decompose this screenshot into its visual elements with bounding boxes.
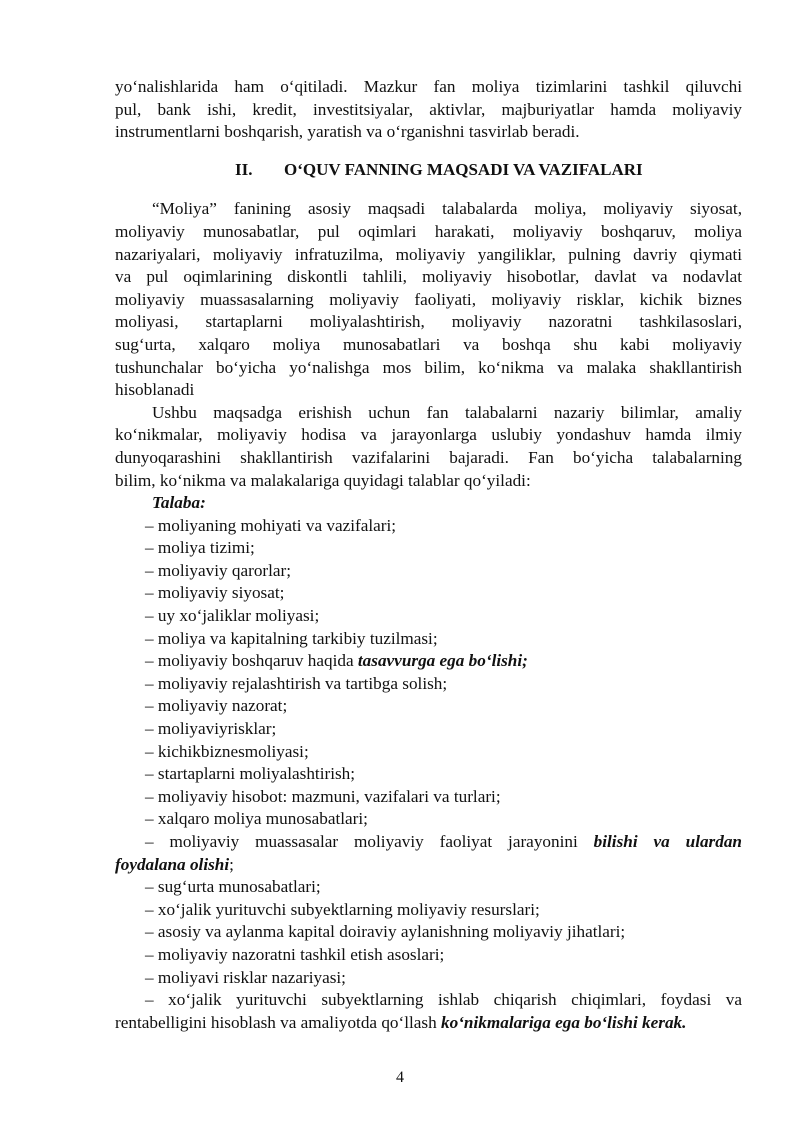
list-item-text: ; <box>229 854 234 874</box>
list-item-line <box>115 831 742 854</box>
section-title: O‘QUV FANNING MAQSADI VA VAZIFALARI <box>284 159 643 179</box>
document-page <box>115 76 742 1034</box>
text-line: moliyaviy muassasalarning moliyaviy faoliyati, moliyaviy risklar, kichik biznes <box>115 289 742 309</box>
text-line: ko‘nikmalar, moliyaviy hodisa va jarayonlarga uslubiy yondashuv hamda ilmiy <box>115 425 742 445</box>
list-item: – moliya tizimi; <box>145 538 255 558</box>
text-line: hisoblanadi <box>115 380 195 400</box>
list-item-line: – xo‘jalik yurituvchi subyektlarning ishlab chiqarish chiqimlari, foydasi va <box>145 990 742 1010</box>
list-item-emphasis: bilishi va ulardan <box>593 832 742 851</box>
text-line: bilim, ko‘nikma va malakalariga quyidagi talablar qo‘yiladi: <box>115 470 531 490</box>
list-item: – asosiy va aylanma kapital doiraviy aylanishning moliyaviy jihatlari; <box>145 922 626 942</box>
intro-paragraph <box>115 76 742 144</box>
text-line: moliyasi, startaplarni moliyalashtirish, moliyaviy nazoratni tashkilasoslari, <box>115 312 742 332</box>
list-item: – moliyaviy qarorlar; <box>145 560 292 580</box>
goal-paragraph <box>115 198 742 401</box>
text-line: nazariyalari, moliyaviy infratuzilma, moliyaviy yangiliklar, pulning davriy qiymati <box>115 244 742 264</box>
list-item <box>115 989 742 1034</box>
tasks-paragraph <box>115 402 742 492</box>
list-item-text: – moliyaviy boshqaruv haqida <box>145 651 358 671</box>
list-item <box>115 650 742 673</box>
requirements-list <box>115 515 742 1035</box>
list-item: – moliyaviy rejalashtirish va tartibga solish; <box>145 673 448 693</box>
list-item: – moliyavi risklar nazariyasi; <box>145 967 346 987</box>
section-heading <box>115 159 742 182</box>
list-item: – uy xo‘jaliklar moliyasi; <box>145 606 320 626</box>
text-line: Ushbu maqsadga erishish uchun fan talabalarni nazariy bilimlar, amaliy <box>152 402 742 422</box>
page-number: 4 <box>396 1069 404 1086</box>
list-item-emphasis: ko‘nikmalariga ega bo‘lishi kerak. <box>441 1012 687 1032</box>
list-item: – xalqaro moliya munosabatlari; <box>145 809 368 829</box>
list-item-emphasis: tasavvurga ega bo‘lishi; <box>357 651 528 671</box>
text-line: yo‘nalishlarida ham o‘qitiladi. Mazkur fan moliya tizimlarini tashkil qiluvchi <box>115 77 742 96</box>
text-line: pul, bank ishi, kredit, investitsiyalar, aktivlar, majburiyatlar hamda moliyaviy <box>115 99 742 119</box>
list-item: – moliyaviy siyosat; <box>145 583 285 603</box>
list-item-text: – moliyaviy muassasalar moliyaviy faoliyat jarayonini <box>145 832 594 851</box>
section-number: II. <box>235 159 253 179</box>
list-item: – sug‘urta munosabatlari; <box>145 877 321 897</box>
talaba-label: Talaba: <box>152 493 206 513</box>
list-item: – moliyaviy hisobot: mazmuni, vazifalari va turlari; <box>145 786 501 806</box>
text-line: dunyoqarashini shakllantirish vazifalarini bajaradi. Fan bo‘yicha talabalarning <box>115 447 742 467</box>
list-item: – moliya va kapitalning tarkibiy tuzilmasi; <box>145 628 438 648</box>
list-item <box>115 831 742 876</box>
text-line: “Moliya” fanining asosiy maqsadi talabalarda moliya, moliyaviy siyosat, <box>152 199 742 219</box>
list-item: – startaplarni moliyalashtirish; <box>145 764 356 784</box>
list-item: – moliyaviy nazoratni tashkil etish asoslari; <box>145 944 445 964</box>
text-line: tushunchalar bo‘yicha yo‘nalishga mos bilim, ko‘nikma va malaka shakllantirish <box>115 357 742 377</box>
text-line: instrumentlarni boshqarish, yaratish va o‘rganishni tasvirlab beradi. <box>115 122 580 142</box>
list-item-emphasis: foydalana olishi <box>115 854 230 874</box>
text-line: sug‘urta, xalqaro moliya munosabatlari va boshqa shu kabi moliyaviy <box>115 334 742 354</box>
list-item: – moliyaviy nazorat; <box>145 696 288 716</box>
list-item: – moliyaviyrisklar; <box>145 719 277 739</box>
list-item: – xo‘jalik yurituvchi subyektlarning moliyaviy resurslari; <box>145 899 540 919</box>
list-item: – moliyaning mohiyati va vazifalari; <box>145 515 397 535</box>
text-line: va pul oqimlarining diskontli tahlili, moliyaviy hisobotlar, davlat va nodavlat <box>115 267 742 287</box>
text-line: moliyaviy munosabatlar, pul oqimlari harakati, moliyaviy boshqaruv, moliya <box>115 221 742 241</box>
list-item-text: rentabelligini hisoblash va amaliyotda qo‘llash <box>115 1012 442 1032</box>
list-item: – kichikbiznesmoliyasi; <box>145 741 309 761</box>
